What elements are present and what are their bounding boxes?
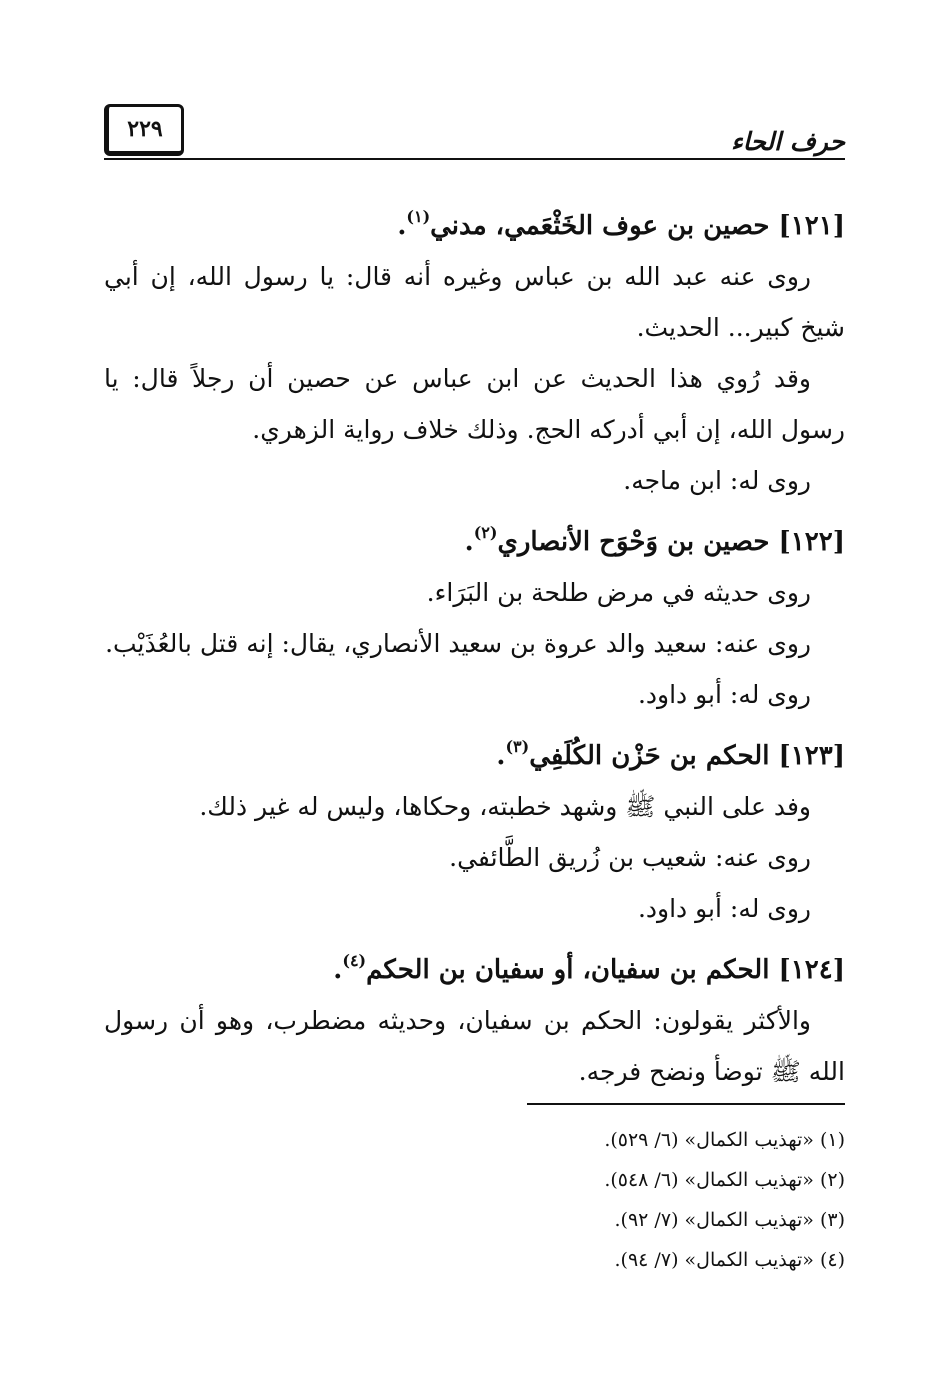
entry-title: [١٢٢] حصين بن وَحْوَح الأنصاري$^{(٢)}$. <box>464 523 845 557</box>
paragraph: روى عنه عبد الله بن عباس وغيره أنه قال: يا رسول الله، إن أبي شيخ كبير... الحديث. <box>104 262 845 342</box>
footnotes <box>604 1120 845 1280</box>
footnote-marker: (٣) <box>505 737 530 756</box>
paragraph: روى له: أبو داود. <box>637 680 811 709</box>
paragraph: وفد على النبي ﷺ وشهد خطبته، وحكاها، وليس له غير ذلك. <box>199 792 811 821</box>
main-text <box>104 190 845 1097</box>
entry-title: [١٢٤] الحكم بن سفيان، أو سفيان بن الحكم$^{(٤)}$. <box>333 951 845 985</box>
footnote-marker: (٢) <box>473 523 498 542</box>
running-header-title: حرف الحاء <box>731 127 845 156</box>
footnote: (١) «تهذيب الكمال» (٦/ ٥٢٩). <box>604 1129 845 1151</box>
page-number: ٢٢٩ <box>104 104 184 156</box>
footnote: (٤) «تهذيب الكمال» (٧/ ٩٤). <box>614 1249 845 1271</box>
paragraph: روى عنه: سعيد والد عروة بن سعيد الأنصاري، يقال: إنه قتل بالعُذَيْب. <box>105 629 811 658</box>
footnote: (٢) «تهذيب الكمال» (٦/ ٥٤٨). <box>604 1169 845 1191</box>
footnote-divider <box>527 1103 845 1105</box>
paragraph: روى عنه: شعيب بن زُريق الطَّائفي. <box>449 843 811 872</box>
footnote-marker: (٤) <box>342 951 367 970</box>
header-divider <box>104 158 845 160</box>
paragraph: وقد رُوي هذا الحديث عن ابن عباس عن حصين أن رجلاً قال: يا رسول الله، إن أبي أدركه الحج. وذلك خلاف رواية الزهري. <box>104 364 845 444</box>
paragraph: روى له: أبو داود. <box>637 894 811 923</box>
entry-title: [١٢٣] الحكم بن حَزْن الكُلَفِي$^{(٣)}$. <box>496 737 845 771</box>
paragraph: والأكثر يقولون: الحكم بن سفيان، وحديثه مضطرب، وهو أن رسول الله ﷺ توضأ ونضح فرجه. <box>104 1006 845 1086</box>
paragraph: روى له: ابن ماجه. <box>623 466 811 495</box>
paragraph: روى حديثه في مرض طلحة بن البَرَاء. <box>426 578 811 607</box>
footnote: (٣) «تهذيب الكمال» (٧/ ٩٢). <box>614 1209 845 1231</box>
entry-title: [١٢١] حصين بن عوف الخَثْعَمي، مدني$^{(١)}$. <box>397 207 845 241</box>
footnote-marker: (١) <box>406 207 431 226</box>
